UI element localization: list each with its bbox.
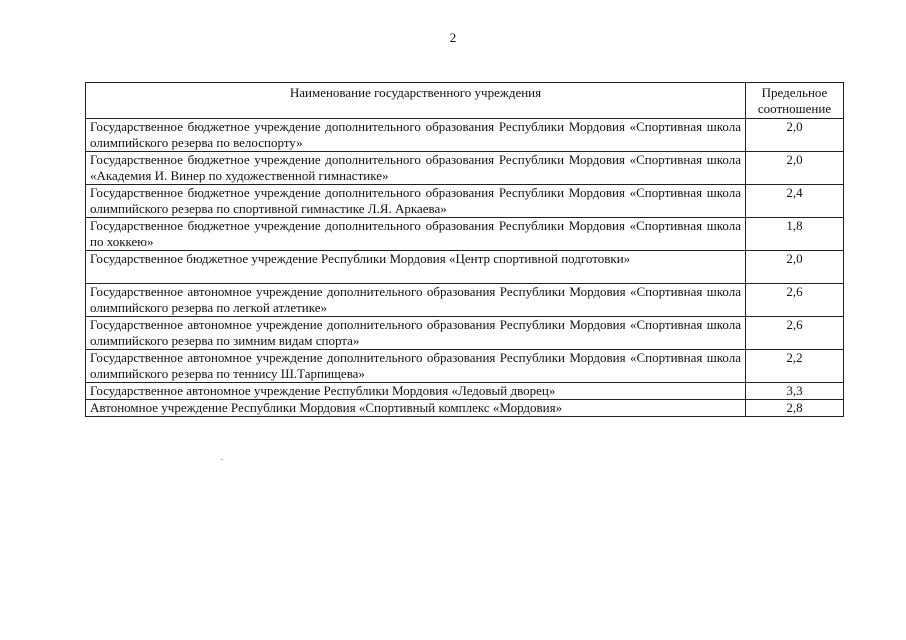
institution-name-cell: Государственное автономное учреждение дополнительного образования Республики Мордовия «Спортивная школа олимпийского резерва по теннису Ш.Тарпищева» bbox=[86, 350, 746, 383]
table-row bbox=[86, 152, 844, 185]
institutions-table bbox=[85, 82, 844, 417]
institution-name-cell: Государственное бюджетное учреждение дополнительного образования Республики Мордовия «Спортивная школа олимпийского резерва по спортивной гимнастике Л.Я. Аркаева» bbox=[86, 185, 746, 218]
institution-name-cell: Автономное учреждение Республики Мордовия «Спортивный комплекс «Мордовия» bbox=[86, 400, 746, 417]
table-row bbox=[86, 383, 844, 400]
ratio-cell: 2,4 bbox=[746, 185, 844, 218]
ratio-cell: 2,0 bbox=[746, 119, 844, 152]
ratio-cell: 2,8 bbox=[746, 400, 844, 417]
header-limit-ratio: Предельное соотношение bbox=[746, 83, 844, 119]
page-number: 2 bbox=[449, 30, 457, 45]
ratio-cell: 3,3 bbox=[746, 383, 844, 400]
scan-speck bbox=[221, 459, 223, 460]
ratio-cell: 2,6 bbox=[746, 317, 844, 350]
table-row bbox=[86, 350, 844, 383]
institution-name-cell: Государственное автономное учреждение дополнительного образования Республики Мордовия «Спортивная школа олимпийского резерва по зимним видам спорта» bbox=[86, 317, 746, 350]
ratio-cell: 2,6 bbox=[746, 284, 844, 317]
institution-name-cell: Государственное бюджетное учреждение дополнительного образования Республики Мордовия «Спортивная школа олимпийского резерва по велоспорту» bbox=[86, 119, 746, 152]
ratio-cell: 2,0 bbox=[746, 251, 844, 284]
ratio-cell: 2,2 bbox=[746, 350, 844, 383]
ratio-cell: 2,0 bbox=[746, 152, 844, 185]
institution-name-cell: Государственное бюджетное учреждение Республики Мордовия «Центр спортивной подготовки» bbox=[86, 251, 746, 284]
table-row bbox=[86, 284, 844, 317]
table-row bbox=[86, 251, 844, 284]
table-row bbox=[86, 317, 844, 350]
institution-name-cell: Государственное автономное учреждение Республики Мордовия «Ледовый дворец» bbox=[86, 383, 746, 400]
institution-name-cell: Государственное автономное учреждение дополнительного образования Республики Мордовия «Спортивная школа олимпийского резерва по легкой атлетике» bbox=[86, 284, 746, 317]
table-row bbox=[86, 218, 844, 251]
table-row bbox=[86, 400, 844, 417]
table-row bbox=[86, 185, 844, 218]
institution-name-cell: Государственное бюджетное учреждение дополнительного образования Республики Мордовия «Спортивная школа по хоккею» bbox=[86, 218, 746, 251]
institution-name-cell: Государственное бюджетное учреждение дополнительного образования Республики Мордовия «Спортивная школа «Академия И. Винер по художественной гимнастике» bbox=[86, 152, 746, 185]
ratio-cell: 1,8 bbox=[746, 218, 844, 251]
table-header-row bbox=[86, 83, 844, 119]
header-institution-name: Наименование государственного учреждения bbox=[86, 83, 746, 119]
table-row bbox=[86, 119, 844, 152]
